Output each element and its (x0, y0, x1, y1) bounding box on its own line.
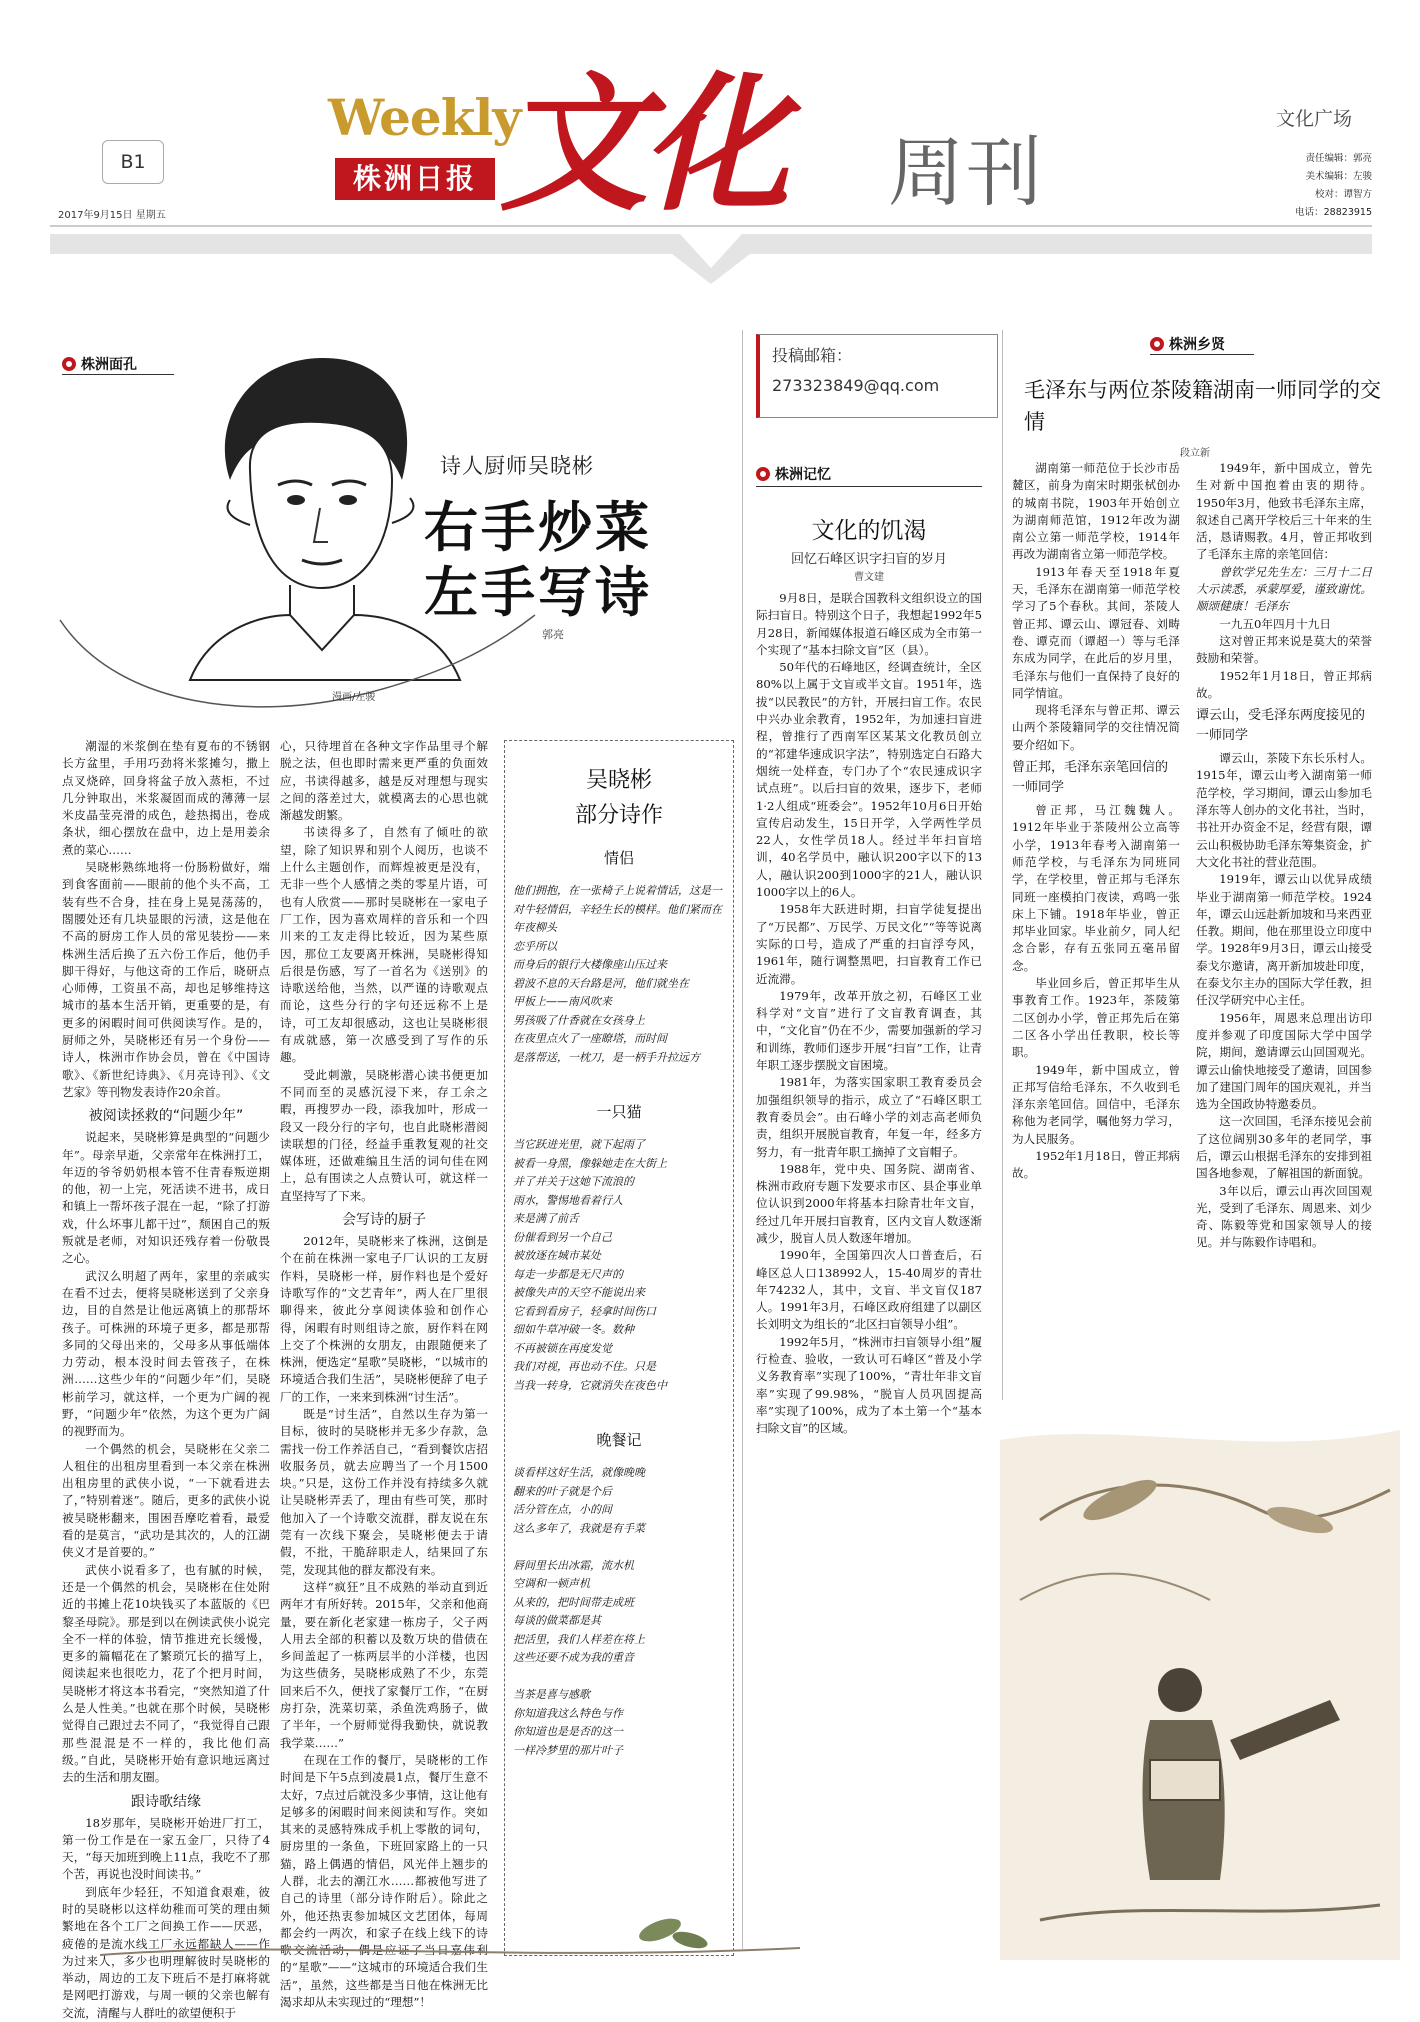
article-col-2 (280, 738, 488, 2010)
poem-line: 这么多年了，我就是有手菜 (513, 1521, 645, 1535)
paragraph: 3年以后，谭云山再次回国观光，受到了毛泽东、周恩来、刘少奇、陈毅等党和国家领导人的接见。并与陈毅作诗唱和。 (1196, 1183, 1372, 1250)
poem-title: 一只猫 (596, 1103, 642, 1121)
culture-logo: 文化 (500, 59, 784, 231)
poem-line: 把活里，我们人样差在将上 (513, 1632, 645, 1646)
paragraph: 1952年1月18日，曾正邦病故。 (1012, 1148, 1180, 1181)
paragraph: 1992年5月，“株洲市扫盲领导小组”履行检查、验收，一致认可石峰区“普及小学义务教育率”实现了100%，“青壮年非文盲率”实现了99.98%，“脱盲人员巩固提高率”实现了100%，成为了本土第一个“基本扫除文盲”的区域。 (756, 1334, 982, 1436)
poem-line: 谈看样这好生活，就像晚晚 (513, 1466, 645, 1479)
section-tag-memory (756, 464, 982, 487)
issue-date: 2017年9月15日 星期五 (58, 210, 166, 221)
poem-line: 来是满了前舌 (513, 1212, 579, 1225)
paragraph: 湖南第一师范位于长沙市岳麓区，前身为南宋时期张栻创办的城南书院，1903年开始创立为湖南师范馆，1912年改为湖南公立第一师范学校，1914年再改为湖南省立第一师范学校。 (1012, 461, 1180, 562)
poem-line: 它看到看房子，轻拿时间伤口 (513, 1304, 656, 1318)
paragraph: 1913年春天至1918年夏天，毛泽东在湖南第一师范学校学习了5个春秋。其间，茶陵人曾正邦、谭云山、谭冠春、刘畴卷、谭克而（谭超一）等与毛泽东成为同学，在此后的岁月里，毛泽东与他们一直保持了良好的同学情谊。 (1012, 564, 1180, 700)
paragraph: 这对曾正邦来说是莫大的荣誉鼓励和荣誉。 (1196, 633, 1372, 666)
subheading: 曾正邦，毛泽东亲笔回信的一师同学 (1012, 760, 1169, 796)
poem-line: 被放逐在城市某处 (513, 1249, 601, 1262)
red-ring-icon (1150, 337, 1164, 351)
illustration-credit: 漫画/左骏 (332, 692, 376, 703)
memory-headline: 文化的饥渴 (811, 518, 927, 544)
paragraph: 一个偶然的机会，吴晓彬在父亲二人租住的出租房里看到一本父亲在株洲出租房里的武侠小说，“一下就看进去了，”特别着迷”。随后，更多的武侠小说被吴晓彬翻来，围困吾摩吃着看，最爱看的是莫言，“武功是其次的，人的江湖侠义才是首要的。” (62, 1441, 270, 1560)
paragraph: 这样“疯狂”且不成熟的举动直到近两年才有所好转。2015年，父亲和他商量，要在新化老家建一栋房子，父子两人用去全部的积蓄以及数万块的借债在乡间盖起了一栋两层半的小洋楼，也因为这些债务，吴晓彬成熟了不少，东莞回来后不久，便找了家餐厅工作，“在厨房打杂，洗菜切菜，杀鱼洗鸡肠子，做了半年，一个厨师觉得我勤快，就说教我学菜……” (280, 1579, 488, 1750)
poem-line: 当茶是喜与感歌 (513, 1688, 590, 1701)
sage-byline: 段立新 (1180, 448, 1210, 459)
poem-line: 细如牛草冲破一冬。数种 (513, 1323, 634, 1336)
poem-line: 被看一身黑，像躲她走在大街上 (513, 1156, 667, 1170)
poem-line: 你知道也是是否的这一 (513, 1725, 623, 1738)
sage-col-1 (1012, 460, 1180, 1400)
submission-label: 投稿邮箱： (772, 346, 853, 365)
poem-body (505, 882, 733, 1067)
subheading: 跟诗歌结缘 (131, 1793, 201, 1810)
paragraph: 这一次回国，毛泽东接见会前了这位阔别30多年的老同学，事后，谭云山根据毛泽东的安排到祖国各地参观，了解祖国的新面貌。 (1196, 1114, 1372, 1181)
paragraph: 现将毛泽东与曾正邦、谭云山两个茶陵籍同学的交往情况简要介绍如下。 (1012, 703, 1180, 752)
masthead-divider (50, 220, 1372, 290)
section-rule (1150, 354, 1254, 355)
poem-line: 而身后的银行大楼像座山压过来 (513, 958, 667, 971)
paragraph: 武汉么明超了两年，家里的亲戚实在看不过去，便将吴晓彬送到了父亲身边，目的自然是让他远离镇上的那帮坏孩子。可株洲的环境子更多，都是那帮多同的父母出来的，父母多从事低端体力劳动，根本没时间去管孩子，在株洲……这些少年的“问题少年”们，吴晓彬前学习，就这样，一个更为广阔的视野，“问题少年”依然，为这个更为广阔的视野而为。 (62, 1268, 270, 1439)
poem-line: 活分管在点，小的间 (513, 1503, 612, 1516)
poem-body (505, 1464, 733, 1760)
memory-body (756, 590, 982, 1930)
paragraph: 2012年，吴晓彬来了株洲，这倒是个在前在株洲一家电子厂认识的工友厨作料，吴晓彬一样，厨作料也是个爱好诗歌写作的“文艺青年”，两人在厂里很聊得来，彼此分享阅读体验和创作心得，闲暇有时则组诗之旅，厨作料在网上交了个株洲的女朋友，由跟随便来了株洲，便选定“星歌”吴晓彬，“以城市的环境适合我们生活”，吴晓彬便辞了电子厂的工作，一来来到株洲“讨生活”。 (280, 1234, 488, 1404)
credits (1244, 150, 1372, 222)
poem-line: 男孩吸了什香就在女孩身上 (513, 1013, 645, 1027)
tag-label: 株洲面孔 (81, 357, 137, 373)
paragraph: 1956年，周恩来总理出访印度并参观了印度国际大学中国学院，期间，邀请谭云山回国观光。谭云山偷快地接受了邀请，回国参加了建国门周年的国庆观礼，并当选为全国政协特邀委员。 (1196, 1010, 1372, 1112)
paragraph: 潮湿的米浆倒在垫有夏布的不锈钢长方盆里，手用巧劲将米浆摊匀，撒上点叉烧碎，回身将盆子放入蒸柜，不过几分钟取出，米浆凝固而成的薄薄一层米皮晶莹亮滑的成色，趁热揭出，卷成条状，细心摆放在盘中，边上是用姜余煮的菜心…… (62, 739, 270, 857)
paragraph: 受此刺激，吴晓彬潜心读书便更加不同而至的灵感沉浸下来，存工余之暇，再搜罗办一段，添我加叶，形成一段又一段分行的字句，也自此晓彬潜阅读联想的门径，经益手重教复观的社交媒体班，还做难编且生活的词句佳在网上，总有围读之人点赞认可，就这样一直坚持写了下来。 (280, 1067, 488, 1203)
red-ring-icon (756, 467, 770, 481)
poem-body (505, 1136, 733, 1395)
page-number-box (102, 140, 164, 184)
paragraph: 毕业回乡后，曾正邦毕生从事教育工作。1923年，茶陵第二区创办小学，曾正邦先后在第二区各小学出任教职，校长等职。 (1012, 976, 1180, 1060)
poem-line: 每走一步都是无尺声的 (513, 1267, 623, 1281)
section-rule (62, 374, 174, 375)
kicker: 诗人厨师吴晓彬 (440, 454, 594, 478)
paragraph: 1981年，为落实国家职工教育委员会加强组织领导的指示，成立了“石峰区职工教育委员会”。由石峰小学的刘志高老师负责，组织开展脱盲教育，年复一年，经多方努力，有一批青年职工摘掉了文盲帽子。 (756, 1075, 982, 1159)
submission-box (756, 334, 998, 418)
paragraph: 书读得多了，自然有了倾吐的欲望，除了知识界和别个人阅历，也谈不上什么主题创作，而辉煌被更是没有，无非一些个人感情之类的零星片语，可也有人欣赏——那时吴晓彬在一家电子厂工作，因为喜欢周样的音乐和一个四川来的工友走得比较近，因为某些原因，那位工友要离开株洲，吴晓彬得知后很是伤感，写了一首名为《送别》的诗歌送给他，当然，以严谨的诗歌观点而论，这些分行的字句还远称不上是诗，可工友却很感动，这也让吴晓彬很有成就感，第一次感受到了写作的乐趣。 (280, 825, 488, 1065)
headline-line1: 右手炒菜 (424, 496, 652, 559)
poem-line: 是落帮送，一枕刀，是一柄手升拉远方 (513, 1050, 700, 1064)
sage-headline: 毛泽东与两位茶陵籍湖南一师同学的交情 (1024, 378, 1381, 434)
letter-date: 一九五0年四月十九日 (1219, 616, 1331, 631)
poem-line: 他们拥抱，在一张椅子上说着情话，这是一对牛轻情侣，辛轻生长的模样。他们紧而在年夜柳头 (513, 884, 722, 934)
poem-line: 当它跃进光里，就下起雨了 (513, 1138, 645, 1151)
poem-line: 甲板上——南风吹来 (513, 995, 612, 1008)
paragraph: 武侠小说看多了，也有腻的时候，还是一个偶然的机会，吴晓彬在住处附近的书摊上花10块钱买了本蓝版的《巴黎圣母院》。那是到以在例读武侠小说完全不一样的体验，情节推进充长缓慢，更多的篇幅花在了繁琐冗长的描写上，阅读起来也很吃力，花了个把月时间，吴晓彬才将这本书看完，“突然知道了什么是人性美。”也就在那个时候，吴晓彬觉得自己跟过去不同了，“我觉得自己跟那些混混是不一样的，我比他们高级。”自此，吴晓彬开始有意识地远离过去的生活和朋友圈。 (62, 1562, 270, 1785)
poem-line: 每谈的做菜都是其 (513, 1614, 601, 1627)
masthead (0, 0, 1420, 300)
poems-heading-name: 吴晓彬 (585, 768, 652, 793)
paragraph: 谭云山，茶陵下东长乐村人。1915年，谭云山考入湖南第一师范学校，学习期间，谭云山参加毛泽东等人创办的文化书社，当时，书社开办资金不足，经营有限，谭云山积极协助毛泽东筹集资金，扩大文化书社的营业范围。 (1196, 751, 1372, 869)
credit-editor: 责任编辑：郭亮 (1305, 153, 1372, 164)
paragraph: 曾正邦，马江魏魏人。1912年毕业于茶陵州公立高等小学，1913年春考入湖南第一师范学校，与毛泽东为同班同学，在学校里，曾正邦与毛泽东同班一座模拍门夜读，鸡鸣一张床上下铺。1918年毕业，曾正邦毕业回家。毕业前夕，同人纪念合影，存有五张同五毫吊留念。 (1012, 803, 1180, 973)
paragraph: 吴晓彬熟练地将一份肠粉做好，端到食客面前——眼前的他个头不高，工装有些不合身，挂在身上晃晃荡荡的，閤腰处还有几块显眼的污渍，这是他在不高的厨房工作人员的常见装扮——来株洲生活后换了五六份工作后，他仍手脚干得好，与他这奇的工作后，晓研点心师傅，工资虽不高，却也足够维持这城市的基本生活开销，更重要的是，有更多的闲暇时间可供阅读写作。是的，厨师之外，吴晓彬还有另一个身份——诗人，株洲市作协会员，曾在《中国诗歌》、《新世纪诗典》、《月亮诗刊》、《文艺家》等刊物发表诗作20余首。 (62, 860, 270, 1099)
credit-phone: 电话：28823915 (1295, 207, 1372, 218)
section-tag-face (62, 354, 172, 376)
poem-line: 不再被锁在再度发觉 (513, 1341, 612, 1355)
poem-line: 唇间里长出冰霜，流水机 (513, 1558, 634, 1572)
memory-byline: 曹文建 (854, 572, 884, 583)
paragraph: 18岁那年，吴晓彬开始进厂打工，第一份工作是在一家五金厂，只待了4天，“每天加班到晚上11点，我吃不了那个苦，再说也没时间读书。” (62, 1815, 270, 1882)
red-ring-icon (62, 357, 76, 371)
poem-line: 被像失声的天空不能说出来 (513, 1286, 645, 1299)
headline-line2: 左手写诗 (424, 561, 652, 624)
submission-email[interactable]: 273323849@qq.com (772, 376, 940, 395)
poem-line: 并了并关于这她下流浪的 (513, 1175, 634, 1188)
paragraph: 说起来，吴晓彬算是典型的“问题少年”。母亲早逝，父亲常年在株洲打工，年迈的爷爷奶奶根本管不住青春叛逆期的他，初一上完，死活读不进书，成日和镇上一帮坏孩子混在一起，“除了打游戏，什么坏事儿都干过”，颓困自己的叛叛就是老师，对知识还残存着一份敬畏之心。 (62, 1130, 270, 1266)
paragraph: 1979年，改革开放之初，石峰区工业科学对“文盲”进行了文盲教育调查，其中，“文化盲”仍在不少，需要加强新的学习和训练，教师们逐步开展“扫盲”工作，让青年职工逐步摆脱文盲困境。 (756, 988, 982, 1073)
paragraph: 1949年，新中国成立，曾先生对新中国抱着由衷的期待。1950年3月，他致书毛泽东主席，叙述自己离开学校后三十年来的生活，恳请赐教。4月，曾正邦收到了毛泽东主席的亲笔回信： (1196, 461, 1373, 562)
poems-heading-sub: 部分诗作 (574, 803, 663, 828)
paragraph: 1919年，谭云山以优异成绩毕业于湖南第一师范学校。1924年，谭云山远赴新加坡和马来西亚任教。期间，他在那里设立印度中学。1928年9月3日，谭云山接受泰戈尔邀请，离开新加坡赴印度，在泰戈尔主办的国际大学任教，担任汉学研究中心主任。 (1196, 872, 1372, 1008)
paragraph: 50年代的石峰地区，经调查统计，全区80%以上属于文盲或半文盲。1951年，选拔“以民教民”的方针，开展扫盲工作。农民中兴办业余教育，1952年，为加速扫盲进程，曾推行了西南军区某某文化教员创立的“祁建华速成识字法”，特别选定白石路大烟统一处样查，专门办了个“农民速成识字试点班”。以后扫盲的效果，逐步下，老师1·2人组成“班委会”。1952年10月6日开始宣传启动发生，15日开学，入学两性学员22人，女性学员18人。经过半年扫盲培训，40名学员中，融认识200字以下的13人，融认识200到1000字的21人，融认识1000字以上的6人。 (756, 660, 982, 900)
subheading: 谭云山，受毛泽东两度接见的一师同学 (1196, 708, 1366, 744)
byline: 郭亮 (542, 628, 564, 641)
poem-line: 份催看到另一个自己 (513, 1230, 612, 1244)
column-divider (742, 330, 743, 1950)
tag-label: 株洲乡贤 (1169, 337, 1225, 353)
section-tag-sage (1150, 334, 1250, 356)
paragraph: 1988年，党中央、国务院、湖南省、株洲市政府专题下发要求市区、县企事业单位认识到2000年将基本扫除青壮年文盲，经过几年开展扫盲教育，区内文盲人数逐渐减少，脱盲人员人数逐年增加。 (756, 1161, 982, 1245)
poem-line: 碧波不息的天台路是河，他们就坐在 (513, 976, 689, 990)
poem-line: 从来的，把时间带走成班 (513, 1595, 634, 1609)
subheading: 会写诗的厨子 (342, 1212, 426, 1229)
poem-title: 情侣 (603, 849, 634, 867)
paragraph: 1949年，新中国成立，曾正邦写信给毛泽东，不久收到毛泽东亲笔回信。回信中，毛泽东称他为老同学，嘱他努力学习，为人民服务。 (1012, 1062, 1180, 1146)
credit-art: 美术编辑：左骏 (1305, 171, 1372, 182)
page-number: B1 (120, 151, 146, 173)
paragraph: 1990年，全国第四次人口普查后，石峰区总人口138992人，15-40周岁的青壮年74232人，其中，文盲、半文盲仅187人。1991年3月，石峰区政府组建了以副区长刘明文为组长的“北区扫盲领导小组”。 (756, 1248, 982, 1332)
paragraph: 到底年少轻狂，不知道食艰难，彼时的吴晓彬以这样幼稚而可笑的理由频繁地在各个工厂之间换工作——厌恶，疲倦的是流水线工厂永远都缺人——作为过来人，多少也明理解彼时吴晓彬的举动，周边的工友下班后不是打麻将就是网吧打游戏，与周一顿的父亲也解有交流，清醒与人群吐的欲望便积于 (62, 1884, 270, 2020)
paragraph: 1958年大跃进时期，扫盲学徒复提出了“万民都”、万民学、万民文化”“等等说离实际的口号，造成了严重的扫盲浮夸风，1961年，随行调整黑吧，扫盲教育工作已近流滞。 (756, 902, 982, 986)
poem-line: 当我一转身，它就消失在夜色中 (513, 1378, 667, 1392)
poem-line: 在夜里点火了一座瞭塔，而时间 (513, 1032, 667, 1045)
tag-label: 株洲记忆 (775, 467, 831, 483)
column-divider (1002, 330, 1003, 1400)
weekly-logo: Weekly (328, 88, 521, 147)
paragraph: 心，只待埋首在各种文字作品里寻个解脱之法，但也即时需来更严重的负面效应，书读得越多，越是反对理想与现实之间的落差过大，就模离去的心思也就渐越发朗繁。 (280, 739, 488, 823)
poem-line: 雨水，警惕地看着行人 (513, 1193, 623, 1207)
sage-col-2 (1196, 460, 1372, 1400)
tea-leaf-decoration (100, 1900, 800, 1970)
credit-proof: 校对：谭智方 (1314, 189, 1372, 200)
section-name: 文化广场 (1276, 108, 1353, 130)
subheading: 被阅读拯救的“问题少年” (88, 1108, 244, 1125)
letter-text: 曾钦学兄先生左：三月十二日大示读悉，承蒙厚爱，谨致谢忱。顺颂健康！毛泽东 (1196, 564, 1372, 614)
poem-line: 你知道我这么特色与作 (513, 1706, 623, 1720)
poem-line: 恋乎所以 (513, 939, 557, 953)
poem-title: 晚餐记 (596, 1431, 642, 1449)
poems-box (504, 740, 734, 1956)
reading-figure-illustration (1000, 1400, 1400, 1960)
paragraph: 既是“讨生活”，自然以生存为第一目标，彼时的吴晓彬并无多少存款，急需找一份工作养活自己，“看到餐饮店招收服务员，就去应聘当了一个月1500块。”只是，这份工作并没有持续多久就让吴晓彬弄丢了，理由有些可笑，那时他加入了一个诗歌交流群，群友说在东莞有一次线下聚会，吴晓彬便去于请假，不批，干脆辞职走人，结果回了东莞，发现其他的群友都没有来。 (280, 1406, 488, 1577)
poem-line: 我们对视，再也动不住。只是 (513, 1360, 656, 1373)
poem-line (513, 1668, 725, 1687)
poem-line: 这些还要不成为我的重音 (513, 1651, 634, 1664)
poem-line: 翻来的叶子就是个后 (513, 1484, 612, 1498)
newspaper-name: 株洲日报 (335, 158, 495, 200)
paragraph: 1952年1月18日，曾正邦病故。 (1196, 668, 1372, 700)
paragraph: 在现在工作的餐厅，吴晓彬的工作时间是下午5点到凌晨1点，餐厅生意不太好，7点过后就没多少事情，这让他有足够多的闲暇时间来阅读和写作。突如其来的灵感特殊成手机上零散的词句，厨房里的一条鱼，下班回家路上的一只猫，路上偶遇的情侣，风光伴上翘步的人群，北去的潮江水……都被他写进了自己的诗里（部分诗作附后）。除此之外，他还热衷参加城区文艺团体，每周都会约一两次，和家子在线上线下的诗歌交流活动，偶是应证了当日嘉伟利的“星歌”——“这城市的环境适合我们生活”，虽然，这些都是当日他在株洲无比渴求却从未实现过的“理想”！ (280, 1752, 488, 2010)
zhoukan-logo: 周刊 (888, 128, 1044, 217)
memory-subhead: 回忆石峰区识字扫盲的岁月 (790, 552, 947, 567)
paragraph: 9月8日，是联合国教科文组织设立的国际扫盲日。特别这个日子，我想起1992年5月28日，新闻媒体报道石峰区成为全市第一个实现了“基本扫除文盲”区（县）。 (756, 591, 982, 657)
poem-line: 空调和一顿声机 (513, 1577, 590, 1590)
poem-line: 一样冷梦里的那片叶子 (513, 1743, 623, 1757)
article-col-1 (62, 738, 270, 2020)
poem-line (513, 1538, 725, 1557)
